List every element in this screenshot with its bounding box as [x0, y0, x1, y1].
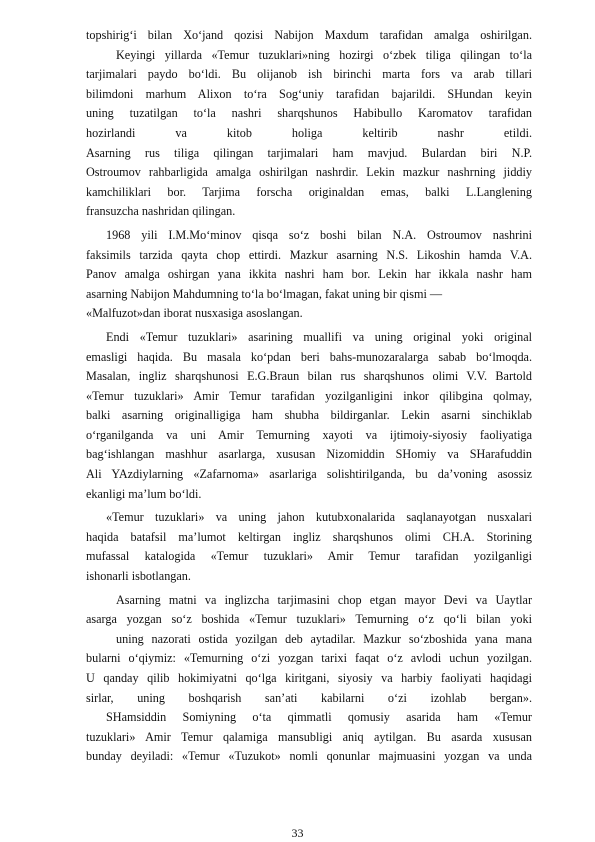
text-line: hozirlandi va kitob holiga keltirib nashr etildi. [86, 125, 532, 140]
text-line: topshirig‘i bilan Xo‘jand qozisi Nabijon Maxdum tarafidan amalga oshirilgan. [86, 28, 532, 42]
text-line: tuzuklari» Amir Temur qalamiga mansubligi aniq aytilgan. Bu asarda xususan [86, 729, 532, 744]
text-line: Keyingi yillarda «Temur tuzuklari»ning hozirgi o‘zbek tiliga qilingan to‘la [116, 47, 532, 62]
text-line: «Temur tuzuklari» Amir Temur tarafidan yozilganligini inkor qilibgina qolmay, [86, 388, 532, 403]
text-line: bag‘ishlangan mashhur asarlarga, xususan Nizomiddin SHomiy va SHarafuddin [86, 447, 532, 462]
text-line: asarning Nabijon Mahdumning to‘la bo‘lmagan, fakat uning bir qismi — [86, 286, 443, 301]
text-line: «Temur tuzuklari» va uning jahon kutubxonalarida saqlanayotgan nusxalari [106, 510, 532, 525]
text-line: fransuzcha nashridan qilingan. [86, 204, 236, 219]
text-line: Panov amalga oshirgan yana ikkita nashri ham bor. Lekin har ikkala nashr ham [86, 267, 532, 282]
text-line: emasligi haqida. Bu masala ko‘pdan beri bahs-munozaralarga sabab bo‘lmoqda. [86, 349, 532, 364]
text-line: asarga yozgan so‘z boshida «Temur tuzuklari» Temurning o‘z qo‘li bilan yoki [86, 612, 532, 627]
text-line: ishonarli isbotlangan. [86, 569, 191, 584]
document-body [86, 26, 532, 767]
text-line: bularni o‘qiymiz: «Temurning o‘zi yozgan tarixi faqat o‘z avlodi uchun yozilgan. [86, 651, 532, 666]
text-line: mufassal katalogida «Temur tuzuklari» Amir Temur tarafidan yozilganligi [86, 549, 532, 564]
text-line: Asarning rus tiliga qilingan tarjimalari ham mavjud. Bulardan biri N.P. [86, 145, 532, 160]
text-line: uning tuzatilgan to‘la nashri sharqshunos Habibullo Karomatov tarafidan [86, 106, 532, 121]
text-line: 1968 yili I.M.Mo‘minov qisqa so‘z boshi bilan N.A. Ostroumov nashrini [106, 227, 532, 242]
text-line: «Malfuzot»dan iborat nusxasiga asoslangan. [86, 306, 303, 321]
text-line: Ali YAzdiylarning «Zafarnoma» asarlariga solishtirilganda, bu da’voning asossiz [86, 467, 532, 482]
text-line: sirlar, uning boshqarish san’ati kabilarni o‘zi izohlab bergan». [86, 690, 532, 705]
text-line: faksimils tarzida qayta chop ettirdi. Mazkur asarning N.S. Likoshin hamda V.A. [86, 247, 532, 262]
page-number: 33 [291, 826, 304, 840]
text-line: SHamsiddin Somiyning o‘ta qimmatli qomusiy asarida ham «Temur [106, 710, 532, 725]
text-line: Asarning matni va inglizcha tarjimasini chop etgan mayor Devi va Uaytlar [116, 592, 532, 607]
text-line: uning nazorati ostida yozilgan deb aytadilar. Mazkur so‘zboshida yana mana [116, 631, 532, 646]
text-line: Masalan, ingliz sharqshunosi E.G.Braun bilan rus sharqshunos olimi V.V. Bartold [86, 369, 532, 384]
text-line: Endi «Temur tuzuklari» asarining muallifi va uning original yoki original [106, 329, 532, 344]
text-line: ekanligi ma’lum bo‘ldi. [86, 486, 202, 501]
text-line: bunday deyiladi: «Temur «Tuzukot» nomli qonunlar majmuasini yozgan va unda [86, 749, 532, 764]
text-line: U qanday qilib hokimiyatni qo‘lga kiritgani, siyosiy va harbiy faoliyati haqidagi [86, 671, 532, 685]
text-line: Ostroumov rahbarligida amalga oshirilgan nashrdir. Lekin mazkur nashrning jiddiy [86, 165, 532, 180]
text-line: tarjimalari paydo bo‘ldi. Bu olijanob ish birinchi marta fors va arab tillari [86, 67, 532, 82]
text-line: balki asarning originalligiga ham shubha bildirganlar. Lekin asarni sinchiklab [86, 408, 532, 423]
text-line: bilimdoni marhum Alixon to‘ra Sog‘uniy tarafidan bajarildi. SHundan keyin [86, 86, 532, 101]
text-line: kamchiliklari bor. Tarjima forscha originaldan emas, balki L.Langlening [86, 184, 532, 199]
text-line: o‘rganilganda va uni Amir Temurning xayoti va ijtimoiy-siyosiy faoliyatiga [86, 427, 532, 442]
text-line: haqida batafsil ma’lumot keltirgan ingliz sharqshunos olimi CH.A. Storining [86, 529, 532, 544]
